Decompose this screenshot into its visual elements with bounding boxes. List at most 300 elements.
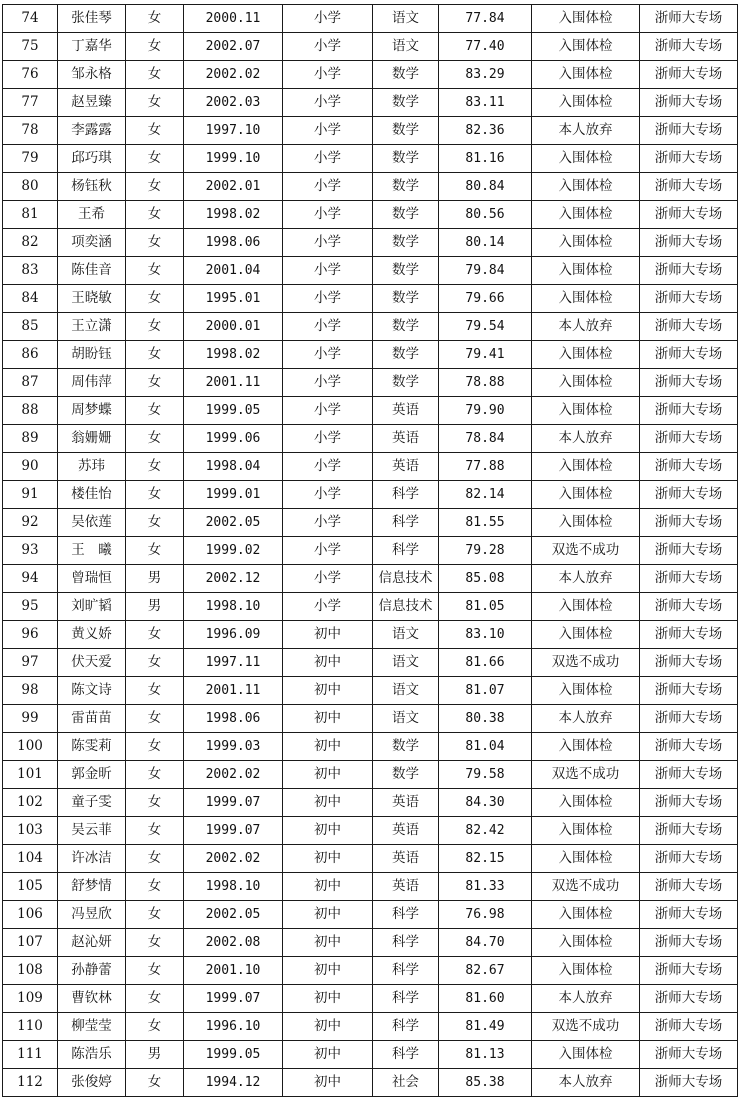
cell-birth: 2002.08 [184, 929, 283, 957]
cell-gender: 女 [126, 761, 184, 789]
table-row [3, 621, 738, 649]
cell-no: 92 [3, 509, 58, 537]
cell-subject: 英语 [373, 873, 439, 901]
cell-name: 王希 [58, 201, 126, 229]
cell-session: 浙师大专场 [640, 509, 738, 537]
cell-score: 83.10 [439, 621, 532, 649]
cell-gender: 女 [126, 481, 184, 509]
cell-birth: 1998.02 [184, 341, 283, 369]
cell-subject: 科学 [373, 537, 439, 565]
cell-name: 王晓敏 [58, 285, 126, 313]
cell-no: 78 [3, 117, 58, 145]
cell-session: 浙师大专场 [640, 453, 738, 481]
cell-stage: 小学 [283, 229, 373, 257]
cell-session: 浙师大专场 [640, 33, 738, 61]
cell-subject: 英语 [373, 845, 439, 873]
cell-session: 浙师大专场 [640, 957, 738, 985]
cell-session: 浙师大专场 [640, 257, 738, 285]
cell-birth: 1999.10 [184, 145, 283, 173]
cell-name: 陈雯莉 [58, 733, 126, 761]
cell-subject: 英语 [373, 817, 439, 845]
cell-birth: 1997.10 [184, 117, 283, 145]
cell-score: 81.49 [439, 1013, 532, 1041]
cell-gender: 女 [126, 229, 184, 257]
cell-birth: 1997.11 [184, 649, 283, 677]
cell-birth: 2002.12 [184, 565, 283, 593]
cell-score: 83.29 [439, 61, 532, 89]
cell-stage: 初中 [283, 957, 373, 985]
cell-subject: 科学 [373, 957, 439, 985]
cell-name: 王 曦 [58, 537, 126, 565]
cell-stage: 初中 [283, 929, 373, 957]
results-body [3, 5, 738, 1097]
cell-subject: 科学 [373, 1013, 439, 1041]
table-row [3, 33, 738, 61]
cell-status: 本人放弃 [532, 705, 640, 733]
table-row [3, 341, 738, 369]
cell-session: 浙师大专场 [640, 621, 738, 649]
cell-no: 102 [3, 789, 58, 817]
cell-status: 入围体检 [532, 89, 640, 117]
cell-session: 浙师大专场 [640, 789, 738, 817]
cell-birth: 1999.07 [184, 817, 283, 845]
cell-gender: 女 [126, 817, 184, 845]
cell-gender: 女 [126, 425, 184, 453]
cell-score: 77.84 [439, 5, 532, 33]
table-row [3, 1069, 738, 1097]
cell-session: 浙师大专场 [640, 229, 738, 257]
cell-score: 77.88 [439, 453, 532, 481]
cell-subject: 数学 [373, 61, 439, 89]
table-row [3, 145, 738, 173]
cell-gender: 女 [126, 5, 184, 33]
cell-session: 浙师大专场 [640, 901, 738, 929]
cell-birth: 1998.02 [184, 201, 283, 229]
cell-subject: 语文 [373, 649, 439, 677]
cell-score: 76.98 [439, 901, 532, 929]
cell-birth: 1996.09 [184, 621, 283, 649]
cell-stage: 小学 [283, 509, 373, 537]
cell-stage: 小学 [283, 257, 373, 285]
cell-birth: 2000.01 [184, 313, 283, 341]
cell-status: 入围体检 [532, 789, 640, 817]
cell-gender: 女 [126, 61, 184, 89]
cell-session: 浙师大专场 [640, 1069, 738, 1097]
cell-gender: 男 [126, 1041, 184, 1069]
cell-stage: 初中 [283, 817, 373, 845]
cell-gender: 男 [126, 593, 184, 621]
cell-score: 85.38 [439, 1069, 532, 1097]
table-row [3, 397, 738, 425]
cell-stage: 小学 [283, 425, 373, 453]
cell-subject: 语文 [373, 677, 439, 705]
cell-no: 88 [3, 397, 58, 425]
cell-no: 91 [3, 481, 58, 509]
cell-subject: 数学 [373, 257, 439, 285]
cell-no: 76 [3, 61, 58, 89]
table-row [3, 117, 738, 145]
cell-status: 入围体检 [532, 145, 640, 173]
cell-stage: 初中 [283, 985, 373, 1013]
cell-stage: 小学 [283, 453, 373, 481]
table-row [3, 845, 738, 873]
cell-birth: 2002.07 [184, 33, 283, 61]
cell-name: 伏天爱 [58, 649, 126, 677]
table-row [3, 677, 738, 705]
cell-no: 82 [3, 229, 58, 257]
cell-score: 84.30 [439, 789, 532, 817]
cell-no: 107 [3, 929, 58, 957]
table-row [3, 1041, 738, 1069]
cell-name: 柳莹莹 [58, 1013, 126, 1041]
table-row [3, 481, 738, 509]
table-row [3, 229, 738, 257]
cell-status: 入围体检 [532, 509, 640, 537]
cell-status: 入围体检 [532, 33, 640, 61]
cell-stage: 小学 [283, 5, 373, 33]
cell-name: 雷苗苗 [58, 705, 126, 733]
cell-session: 浙师大专场 [640, 397, 738, 425]
cell-name: 邱巧琪 [58, 145, 126, 173]
cell-no: 96 [3, 621, 58, 649]
cell-gender: 女 [126, 621, 184, 649]
cell-stage: 初中 [283, 761, 373, 789]
cell-session: 浙师大专场 [640, 761, 738, 789]
cell-gender: 男 [126, 565, 184, 593]
cell-name: 翁姗姗 [58, 425, 126, 453]
cell-no: 89 [3, 425, 58, 453]
table-row [3, 89, 738, 117]
cell-stage: 小学 [283, 89, 373, 117]
cell-stage: 初中 [283, 733, 373, 761]
cell-stage: 小学 [283, 593, 373, 621]
cell-no: 95 [3, 593, 58, 621]
cell-birth: 1995.01 [184, 285, 283, 313]
cell-subject: 信息技术 [373, 565, 439, 593]
cell-score: 81.04 [439, 733, 532, 761]
cell-stage: 初中 [283, 901, 373, 929]
cell-stage: 小学 [283, 145, 373, 173]
cell-session: 浙师大专场 [640, 565, 738, 593]
cell-status: 入围体检 [532, 201, 640, 229]
cell-stage: 小学 [283, 341, 373, 369]
cell-gender: 女 [126, 677, 184, 705]
cell-subject: 数学 [373, 145, 439, 173]
cell-birth: 1999.05 [184, 1041, 283, 1069]
cell-score: 78.88 [439, 369, 532, 397]
cell-score: 82.15 [439, 845, 532, 873]
cell-score: 80.84 [439, 173, 532, 201]
cell-score: 82.36 [439, 117, 532, 145]
table-row [3, 873, 738, 901]
cell-name: 陈文诗 [58, 677, 126, 705]
cell-birth: 2000.11 [184, 5, 283, 33]
cell-status: 入围体检 [532, 845, 640, 873]
table-row [3, 285, 738, 313]
cell-status: 入围体检 [532, 285, 640, 313]
cell-session: 浙师大专场 [640, 61, 738, 89]
cell-name: 许冰洁 [58, 845, 126, 873]
cell-name: 李露露 [58, 117, 126, 145]
cell-status: 入围体检 [532, 453, 640, 481]
cell-status: 入围体检 [532, 5, 640, 33]
cell-status: 入围体检 [532, 817, 640, 845]
cell-subject: 科学 [373, 929, 439, 957]
cell-subject: 科学 [373, 481, 439, 509]
cell-subject: 数学 [373, 173, 439, 201]
cell-gender: 女 [126, 1069, 184, 1097]
cell-no: 79 [3, 145, 58, 173]
cell-gender: 女 [126, 1013, 184, 1041]
cell-status: 入围体检 [532, 621, 640, 649]
cell-birth: 1998.04 [184, 453, 283, 481]
cell-gender: 女 [126, 145, 184, 173]
cell-score: 79.84 [439, 257, 532, 285]
cell-birth: 2001.04 [184, 257, 283, 285]
cell-gender: 女 [126, 929, 184, 957]
cell-status: 入围体检 [532, 61, 640, 89]
cell-name: 郭金昕 [58, 761, 126, 789]
cell-birth: 1999.06 [184, 425, 283, 453]
table-row [3, 817, 738, 845]
cell-subject: 数学 [373, 117, 439, 145]
cell-birth: 1994.12 [184, 1069, 283, 1097]
cell-subject: 英语 [373, 425, 439, 453]
cell-gender: 女 [126, 369, 184, 397]
cell-name: 孙静蕾 [58, 957, 126, 985]
cell-subject: 语文 [373, 621, 439, 649]
cell-name: 吴云菲 [58, 817, 126, 845]
cell-birth: 2002.02 [184, 61, 283, 89]
cell-score: 79.66 [439, 285, 532, 313]
cell-status: 本人放弃 [532, 985, 640, 1013]
cell-score: 81.60 [439, 985, 532, 1013]
cell-gender: 女 [126, 649, 184, 677]
cell-score: 79.28 [439, 537, 532, 565]
cell-stage: 初中 [283, 1041, 373, 1069]
cell-score: 77.40 [439, 33, 532, 61]
cell-status: 入围体检 [532, 957, 640, 985]
cell-subject: 数学 [373, 285, 439, 313]
cell-birth: 1996.10 [184, 1013, 283, 1041]
cell-gender: 女 [126, 117, 184, 145]
table-row [3, 593, 738, 621]
cell-no: 93 [3, 537, 58, 565]
cell-status: 入围体检 [532, 677, 640, 705]
cell-subject: 数学 [373, 201, 439, 229]
cell-subject: 社会 [373, 1069, 439, 1097]
table-row [3, 789, 738, 817]
cell-session: 浙师大专场 [640, 369, 738, 397]
cell-status: 本人放弃 [532, 313, 640, 341]
cell-score: 84.70 [439, 929, 532, 957]
cell-status: 入围体检 [532, 229, 640, 257]
cell-no: 101 [3, 761, 58, 789]
cell-gender: 女 [126, 33, 184, 61]
cell-status: 本人放弃 [532, 425, 640, 453]
cell-subject: 信息技术 [373, 593, 439, 621]
cell-stage: 小学 [283, 61, 373, 89]
cell-subject: 科学 [373, 1041, 439, 1069]
cell-name: 冯昱欣 [58, 901, 126, 929]
cell-name: 童子雯 [58, 789, 126, 817]
cell-score: 78.84 [439, 425, 532, 453]
cell-subject: 数学 [373, 89, 439, 117]
cell-name: 周伟萍 [58, 369, 126, 397]
cell-name: 丁嘉华 [58, 33, 126, 61]
cell-birth: 1998.06 [184, 705, 283, 733]
cell-session: 浙师大专场 [640, 201, 738, 229]
cell-status: 双选不成功 [532, 761, 640, 789]
cell-stage: 小学 [283, 537, 373, 565]
cell-stage: 小学 [283, 33, 373, 61]
cell-gender: 女 [126, 733, 184, 761]
cell-score: 80.14 [439, 229, 532, 257]
table-row [3, 649, 738, 677]
cell-gender: 女 [126, 173, 184, 201]
cell-stage: 初中 [283, 677, 373, 705]
table-row [3, 1013, 738, 1041]
cell-gender: 女 [126, 201, 184, 229]
cell-gender: 女 [126, 537, 184, 565]
cell-session: 浙师大专场 [640, 481, 738, 509]
table-row [3, 929, 738, 957]
cell-name: 陈浩乐 [58, 1041, 126, 1069]
cell-name: 曹钦林 [58, 985, 126, 1013]
cell-subject: 语文 [373, 705, 439, 733]
cell-session: 浙师大专场 [640, 89, 738, 117]
cell-score: 81.13 [439, 1041, 532, 1069]
cell-subject: 数学 [373, 313, 439, 341]
cell-birth: 1998.06 [184, 229, 283, 257]
cell-subject: 数学 [373, 341, 439, 369]
cell-session: 浙师大专场 [640, 733, 738, 761]
cell-gender: 女 [126, 285, 184, 313]
table-row [3, 761, 738, 789]
cell-birth: 2001.11 [184, 677, 283, 705]
cell-stage: 小学 [283, 201, 373, 229]
cell-gender: 女 [126, 957, 184, 985]
cell-no: 83 [3, 257, 58, 285]
cell-session: 浙师大专场 [640, 117, 738, 145]
table-row [3, 537, 738, 565]
cell-name: 陈佳音 [58, 257, 126, 285]
cell-name: 胡盼钰 [58, 341, 126, 369]
cell-status: 双选不成功 [532, 649, 640, 677]
cell-no: 108 [3, 957, 58, 985]
cell-subject: 科学 [373, 901, 439, 929]
cell-no: 85 [3, 313, 58, 341]
table-row [3, 201, 738, 229]
cell-session: 浙师大专场 [640, 985, 738, 1013]
cell-score: 85.08 [439, 565, 532, 593]
cell-birth: 2002.01 [184, 173, 283, 201]
cell-gender: 女 [126, 705, 184, 733]
cell-birth: 1999.02 [184, 537, 283, 565]
cell-birth: 1999.07 [184, 985, 283, 1013]
cell-session: 浙师大专场 [640, 425, 738, 453]
cell-stage: 小学 [283, 369, 373, 397]
cell-stage: 初中 [283, 621, 373, 649]
cell-session: 浙师大专场 [640, 285, 738, 313]
cell-name: 杨钰秋 [58, 173, 126, 201]
cell-status: 入围体检 [532, 257, 640, 285]
cell-birth: 1999.05 [184, 397, 283, 425]
cell-session: 浙师大专场 [640, 593, 738, 621]
cell-gender: 女 [126, 257, 184, 285]
cell-name: 刘旷韬 [58, 593, 126, 621]
cell-subject: 数学 [373, 229, 439, 257]
cell-gender: 女 [126, 789, 184, 817]
cell-gender: 女 [126, 313, 184, 341]
cell-score: 79.41 [439, 341, 532, 369]
cell-subject: 数学 [373, 761, 439, 789]
cell-no: 105 [3, 873, 58, 901]
cell-no: 80 [3, 173, 58, 201]
cell-stage: 小学 [283, 397, 373, 425]
cell-score: 82.42 [439, 817, 532, 845]
cell-session: 浙师大专场 [640, 145, 738, 173]
cell-gender: 女 [126, 341, 184, 369]
cell-no: 99 [3, 705, 58, 733]
cell-stage: 初中 [283, 845, 373, 873]
cell-birth: 2001.11 [184, 369, 283, 397]
cell-no: 104 [3, 845, 58, 873]
cell-name: 舒梦情 [58, 873, 126, 901]
cell-birth: 2002.05 [184, 901, 283, 929]
table-row [3, 901, 738, 929]
cell-gender: 女 [126, 845, 184, 873]
cell-no: 94 [3, 565, 58, 593]
cell-name: 邹永格 [58, 61, 126, 89]
cell-subject: 科学 [373, 985, 439, 1013]
cell-no: 111 [3, 1041, 58, 1069]
cell-status: 入围体检 [532, 397, 640, 425]
cell-gender: 女 [126, 873, 184, 901]
cell-no: 86 [3, 341, 58, 369]
cell-status: 入围体检 [532, 929, 640, 957]
cell-status: 双选不成功 [532, 1013, 640, 1041]
cell-no: 98 [3, 677, 58, 705]
cell-no: 106 [3, 901, 58, 929]
cell-status: 入围体检 [532, 1041, 640, 1069]
cell-score: 82.14 [439, 481, 532, 509]
cell-score: 81.66 [439, 649, 532, 677]
cell-session: 浙师大专场 [640, 313, 738, 341]
cell-score: 83.11 [439, 89, 532, 117]
cell-gender: 女 [126, 901, 184, 929]
table-row [3, 705, 738, 733]
table-row [3, 985, 738, 1013]
cell-name: 黄义娇 [58, 621, 126, 649]
table-row [3, 369, 738, 397]
cell-stage: 小学 [283, 481, 373, 509]
cell-stage: 小学 [283, 313, 373, 341]
cell-status: 入围体检 [532, 593, 640, 621]
cell-score: 79.58 [439, 761, 532, 789]
cell-subject: 语文 [373, 5, 439, 33]
table-row [3, 509, 738, 537]
cell-no: 84 [3, 285, 58, 313]
cell-birth: 2002.02 [184, 761, 283, 789]
cell-status: 入围体检 [532, 901, 640, 929]
cell-stage: 初中 [283, 649, 373, 677]
cell-name: 张俊婷 [58, 1069, 126, 1097]
cell-subject: 英语 [373, 453, 439, 481]
cell-stage: 小学 [283, 285, 373, 313]
cell-status: 入围体检 [532, 733, 640, 761]
cell-session: 浙师大专场 [640, 1013, 738, 1041]
